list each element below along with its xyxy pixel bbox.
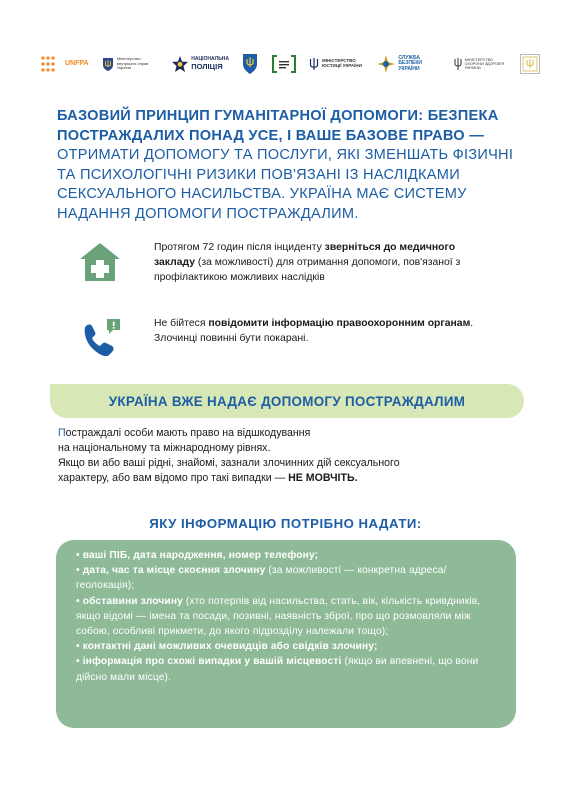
justice-trident-icon bbox=[309, 57, 319, 71]
unfpa-dots-icon bbox=[40, 55, 62, 73]
banner-title: УКРАЇНА ВЖЕ НАДАЄ ДОПОМОГУ ПОСТРАЖДАЛИМ bbox=[108, 393, 466, 409]
ministry-justice-logo bbox=[309, 57, 364, 71]
list-item: • ваші ПІБ, дата народження, номер телефону; bbox=[76, 550, 319, 561]
ministry-internal-affairs-logo bbox=[102, 57, 159, 71]
ombudsman-emblem-icon bbox=[520, 54, 540, 74]
rights-paragraph: Постраждалі особи мають право на відшкодування на національному та міжнародному рівнях. Якщо ви або ваші рідні, знайомі, зазнали злочинних дій сексуального характеру, або вам відомо про такі випадки — НЕ МОВЧІТЬ. bbox=[58, 427, 400, 484]
medical-info-bold: зверніться до медичного закладу bbox=[154, 242, 456, 268]
legal-aid-brackets-icon bbox=[272, 55, 296, 73]
prosecutor-shield-icon bbox=[242, 53, 258, 75]
first-letter: П bbox=[58, 427, 66, 439]
sbu-cross-icon bbox=[377, 55, 395, 73]
national-police-logo bbox=[172, 56, 229, 72]
main-headline bbox=[57, 107, 527, 225]
phone-alert-icon bbox=[78, 316, 122, 360]
list-item: • обставини злочину (хто потерпів від насильства, стать, вік, кількість кривдників, якщо відомі — імена та посади, позивні, наявність зброї, про що розмовляли між собою, особливі прикмети, до якого підрозділу належали тощо); bbox=[76, 595, 481, 638]
unfpa-logo-text: UNFPA bbox=[65, 60, 89, 68]
ministry-health-text: МІНІСТЕРСТВО ОХОРОНИ ЗДОРОВ'Я УКРАЇНИ bbox=[464, 57, 504, 71]
ombudsman-logo bbox=[520, 54, 540, 74]
medical-info-text: Протягом 72 годин після інциденту зверніться до медичного закладу (за можливості) для отримання допомоги, пов'язаної з профілактикою можливих наслідків bbox=[154, 242, 461, 283]
list-item: • дата, час та місце скоєння злочину (за можливості — конкретна адреса/геолокація); bbox=[76, 565, 447, 592]
section-banner bbox=[50, 384, 524, 418]
list-item: • контактні дані можливих очевидців або свідків злочину; bbox=[76, 641, 378, 653]
trident-shield-icon bbox=[102, 57, 114, 71]
sbu-text: СЛУЖБА БЕЗПЕКИ УКРАЇНИ bbox=[398, 54, 422, 72]
medical-info-row bbox=[78, 240, 498, 285]
police-text-line2: ПОЛІЦІЯ bbox=[191, 61, 223, 71]
free-legal-aid-logo bbox=[272, 55, 296, 73]
partner-logos bbox=[40, 50, 540, 78]
police-info-row bbox=[78, 316, 498, 360]
headline-bold: БАЗОВИЙ ПРИНЦИП ГУМАНІТАРНОЇ ДОПОМОГИ: БЕЗПЕКА ПОСТРАЖДАЛИХ ПОНАД УСЕ, І ВАШЕ БАЗОВЕ ПРАВО — bbox=[57, 108, 499, 144]
police-text-line1: НАЦІОНАЛЬНА bbox=[191, 56, 230, 63]
health-trident-icon bbox=[454, 57, 462, 71]
sbu-logo bbox=[377, 55, 440, 73]
info-checklist-box bbox=[56, 540, 516, 728]
headline-regular: ОТРИМАТИ ДОПОМОГУ ТА ПОСЛУГИ, ЯКІ ЗМЕНШАТЬ ФІЗИЧНІ ТА ПСИХОЛОГІЧНІ РИЗИКИ ПОВ'ЯЗАНІ ІЗ НАСЛІДКАМИ СЕКСУАЛЬНОГО НАСИЛЬСТВА. УКРАЇНА МАЄ СИСТЕМУ НАДАННЯ ДОПОМОГИ ПОСТРАЖДАЛИМ. bbox=[57, 147, 514, 222]
info-subheading: ЯКУ ІНФОРМАЦІЮ ПОТРІБНО НАДАТИ: bbox=[149, 516, 422, 531]
police-info-text: Не бійтеся повідомити інформацію правоохоронним органам. Злочинці повинні бути покарані. bbox=[154, 318, 474, 344]
info-checklist bbox=[76, 548, 500, 685]
unfpa-logo bbox=[40, 55, 89, 73]
hospital-icon bbox=[78, 240, 122, 284]
ministry-justice-text: МІНІСТЕРСТВО ЮСТИЦІЇ УКРАЇНИ bbox=[322, 58, 362, 68]
prosecutor-office-logo bbox=[242, 53, 258, 75]
list-item: • інформація про схожі випадки у вашій місцевості (якщо ви впевнені, що вони дійсно мали місце). bbox=[76, 656, 479, 683]
dont-be-silent-text: НЕ МОВЧІТЬ. bbox=[288, 472, 358, 484]
police-info-bold: повідомити інформацію правоохоронним органам bbox=[208, 318, 471, 329]
ministry-health-logo bbox=[454, 57, 507, 71]
police-star-icon bbox=[172, 56, 188, 72]
ministry-internal-affairs-text: Міністерство внутрішніх справ України bbox=[116, 56, 149, 71]
